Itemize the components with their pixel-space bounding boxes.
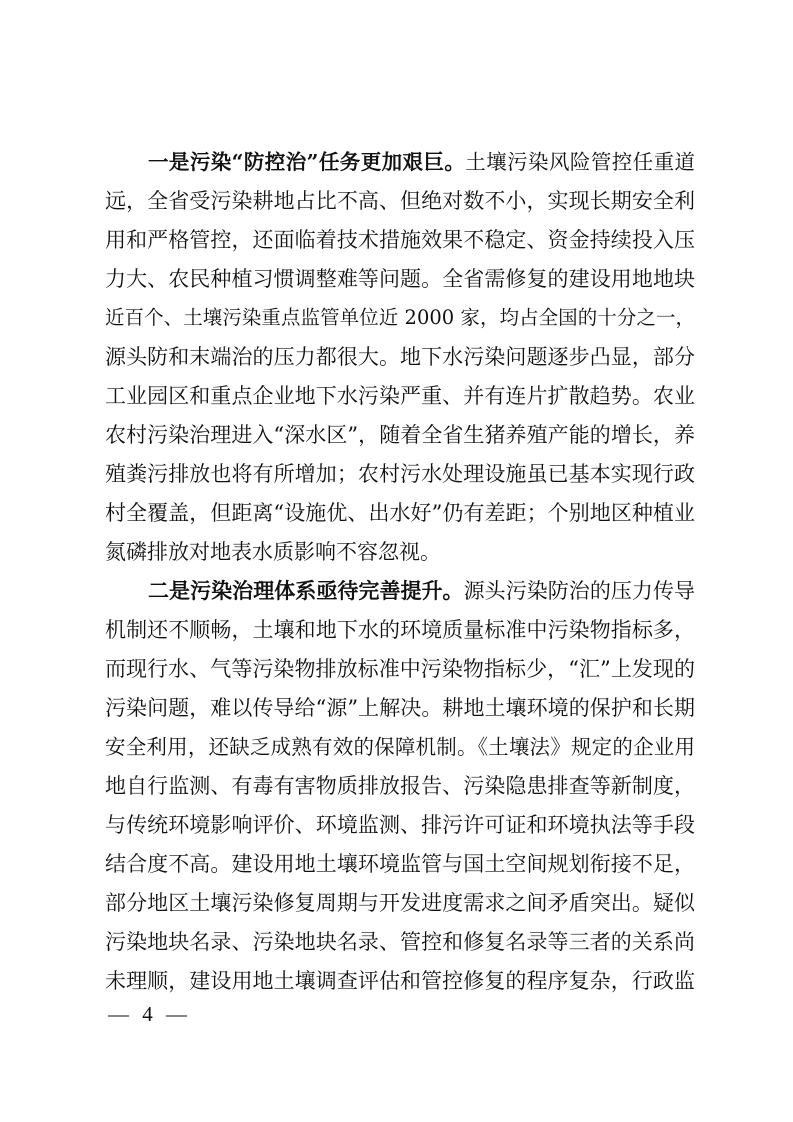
paragraph-1-line-1 <box>148 145 695 179</box>
paragraph-2-line-10: 污染地块名录、污染地块名录、管控和修复名录等三者的关系尚 <box>105 930 695 954</box>
paragraph-1-text: 土壤污染风险管控任重道 <box>465 150 695 174</box>
paragraph-2-text: 源头污染防治的压力传导 <box>463 579 696 603</box>
paragraph-2-line-4: 污染问题，难以传导给“源”上解决。耕地土壤环境的保护和长期 <box>105 696 695 720</box>
paragraph-1-line-8: 农村污染治理进入“深水区”，随着全省生猪养殖产能的增长，养 <box>105 423 695 447</box>
paragraph-2-line-1 <box>148 574 695 608</box>
paragraph-1-line-4: 力大、农民种植习惯调整难等问题。全省需修复的建设用地地块 <box>105 267 695 291</box>
paragraph-1-line-2: 远，全省受污染耕地占比不高、但绝对数不小，实现长期安全利 <box>105 189 695 213</box>
paragraph-1-line-5: 近百个、土壤污染重点监管单位近 2000 家，均占全国的十分之一， <box>105 306 695 329</box>
paragraph-2-line-8: 结合度不高。建设用地土壤环境监管与国土空间规划衔接不足， <box>105 852 695 876</box>
paragraph-1-line-10: 村全覆盖，但距离“设施优、出水好”仍有差距；个别地区种植业 <box>105 501 695 525</box>
paragraph-2-heading: 二是污染治理体系亟待完善提升。 <box>148 578 464 603</box>
paragraph-1-line-11: 氮磷排放对地表水质影响不容忽视。 <box>105 540 441 564</box>
paragraph-2-line-6: 地自行监测、有毒有害物质排放报告、污染隐患排查等新制度， <box>105 774 695 798</box>
paragraph-2-line-9: 部分地区土壤污染修复周期与开发进度需求之间矛盾突出。疑似 <box>105 891 695 915</box>
paragraph-2-line-5: 安全利用，还缺乏成熟有效的保障机制。《土壤法》规定的企业用 <box>105 735 695 759</box>
paragraph-1-line-6: 源头防和末端治的压力都很大。地下水污染问题逐步凸显，部分 <box>105 345 695 369</box>
paragraph-2-line-7: 与传统环境影响评价、环境监测、排污许可证和环境执法等手段 <box>105 813 695 837</box>
paragraph-2-line-11: 未理顺，建设用地土壤调查评估和管控修复的程序复杂，行政监 <box>105 969 695 993</box>
paragraph-2-line-3: 而现行水、气等污染物排放标准中污染物指标少，“汇”上发现的 <box>105 657 695 681</box>
paragraph-1-line-9: 殖粪污排放也将有所增加；农村污水处理设施虽已基本实现行政 <box>105 462 695 486</box>
paragraph-1-line-7: 工业园区和重点企业地下水污染严重、并有连片扩散趋势。农业 <box>105 384 695 408</box>
paragraph-2-line-2: 机制还不顺畅，土壤和地下水的环境质量标准中污染物指标多， <box>105 618 695 642</box>
page-number: — 4 — <box>108 1002 191 1026</box>
paragraph-1-heading: 一是污染“防控治”任务更加艰巨。 <box>148 150 466 174</box>
paragraph-1-line-3: 用和严格管控，还面临着技术措施效果不稳定、资金持续投入压 <box>105 228 695 252</box>
